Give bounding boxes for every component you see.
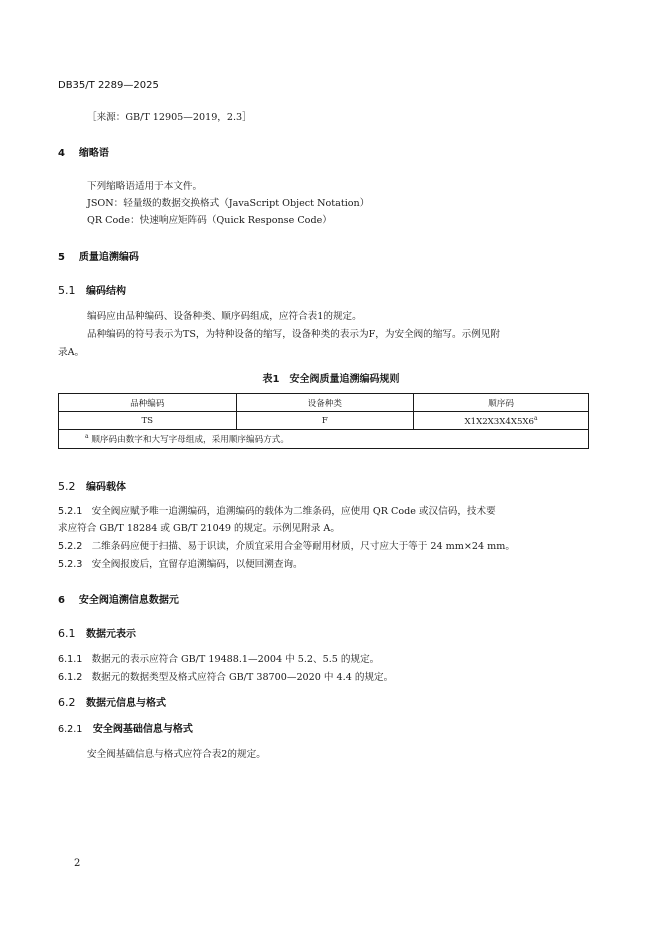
table-cell: F bbox=[236, 412, 414, 430]
table-note bbox=[59, 430, 589, 449]
clause-text: 数据元的数据类型及格式应符合 GB/T 38700—2020 中 4.4 的规定。 bbox=[91, 672, 394, 683]
section-title: 编码载体 bbox=[85, 482, 126, 493]
clause-6-1-2 bbox=[58, 669, 393, 683]
section-5-heading bbox=[58, 248, 139, 263]
section-number: 6.2 bbox=[58, 696, 76, 709]
table-cell: TS bbox=[59, 412, 237, 430]
table-header-row bbox=[59, 394, 589, 412]
clause-5-2-2 bbox=[58, 538, 515, 552]
section-6-2-1-heading bbox=[58, 720, 193, 735]
clause-text: 安全阀应赋予唯一追溯编码，追溯编码的载体为二维条码，应使用 QR Code 或汉信码，技术要 bbox=[91, 506, 496, 517]
clause-number: 5.2.1 bbox=[58, 506, 83, 517]
section-title: 数据元信息与格式 bbox=[85, 698, 166, 709]
section-number: 6.1 bbox=[58, 627, 76, 640]
table-header-cell: 品种编码 bbox=[59, 394, 237, 412]
section-6-heading bbox=[58, 591, 179, 606]
abbrev-qr-code: QR Code：快速响应矩阵码（Quick Response Code） bbox=[87, 215, 332, 226]
clause-5-2-1-line-2: 求应符合 GB/T 18284 或 GB/T 21049 的规定。示例见附录 A。 bbox=[58, 523, 340, 534]
table-cell bbox=[414, 412, 589, 430]
clause-text: 二维条码应便于扫描、易于识读，介质宜采用合金等耐用材质，尺寸应大于等于 24 mm×24 mm。 bbox=[91, 541, 515, 552]
section-number: 5 bbox=[58, 252, 65, 263]
sequence-code: X1X2X3X4X5X6 bbox=[464, 416, 535, 427]
section-title: 数据元表示 bbox=[85, 629, 136, 640]
section-6-2-heading bbox=[58, 694, 166, 709]
page-number: 2 bbox=[74, 858, 81, 869]
source-note: ［来源：GB/T 12905—2019，2.3］ bbox=[87, 112, 252, 123]
section-5-1-heading bbox=[58, 282, 126, 297]
clause-number: 6.1.1 bbox=[58, 654, 83, 665]
table-1-caption: 表1 安全阀质量追溯编码规则 bbox=[262, 374, 400, 385]
footnote-marker: a bbox=[534, 414, 538, 422]
section-number: 6.2.1 bbox=[58, 724, 83, 735]
section-number: 5.2 bbox=[58, 480, 76, 493]
section-title: 缩略语 bbox=[78, 148, 109, 159]
section-number: 6 bbox=[58, 595, 65, 606]
table-note-text: 顺序码由数字和大写字母组成，采用顺序编码方式。 bbox=[91, 435, 289, 445]
table-1 bbox=[58, 393, 589, 449]
clause-5-2-1-line-1 bbox=[58, 503, 496, 517]
section-5-1-para-2-line-2: 录A。 bbox=[58, 347, 85, 358]
table-row bbox=[59, 412, 589, 430]
section-title: 安全阀追溯信息数据元 bbox=[78, 595, 179, 606]
clause-6-1-1 bbox=[58, 651, 379, 665]
section-5-1-para-1: 编码应由品种编码、设备种类、顺序码组成，应符合表1的规定。 bbox=[87, 311, 362, 322]
clause-5-2-3 bbox=[58, 556, 303, 570]
table-header-cell: 顺序码 bbox=[414, 394, 589, 412]
clause-text: 安全阀报废后，宜留存追溯编码，以便回溯查询。 bbox=[91, 559, 303, 570]
section-title: 编码结构 bbox=[85, 286, 126, 297]
section-title: 安全阀基础信息与格式 bbox=[92, 724, 193, 735]
doc-number: DB35/T 2289—2025 bbox=[58, 80, 159, 91]
abbrev-json: JSON：轻量级的数据交换格式（JavaScript Object Notation） bbox=[87, 198, 370, 209]
section-number: 4 bbox=[58, 148, 65, 159]
clause-number: 5.2.2 bbox=[58, 541, 83, 552]
table-note-row bbox=[59, 430, 589, 449]
section-title: 质量追溯编码 bbox=[78, 252, 139, 263]
table-header-cell: 设备种类 bbox=[236, 394, 414, 412]
section-4-heading bbox=[58, 144, 109, 159]
clause-number: 5.2.3 bbox=[58, 559, 83, 570]
section-5-2-heading bbox=[58, 478, 126, 493]
section-5-1-para-2-line-1: 品种编码的符号表示为TS，为特种设备的缩写，设备种类的表示为F，为安全阀的缩写。示例见附 bbox=[87, 329, 500, 340]
section-6-1-heading bbox=[58, 625, 136, 640]
section-number: 5.1 bbox=[58, 284, 76, 297]
section-6-2-1-text: 安全阀基础信息与格式应符合表2的规定。 bbox=[87, 749, 266, 760]
section-4-intro: 下列缩略语适用于本文件。 bbox=[87, 181, 203, 192]
footnote-marker: a bbox=[85, 433, 89, 441]
clause-number: 6.1.2 bbox=[58, 672, 83, 683]
clause-text: 数据元的表示应符合 GB/T 19488.1—2004 中 5.2、5.5 的规定。 bbox=[91, 654, 380, 665]
